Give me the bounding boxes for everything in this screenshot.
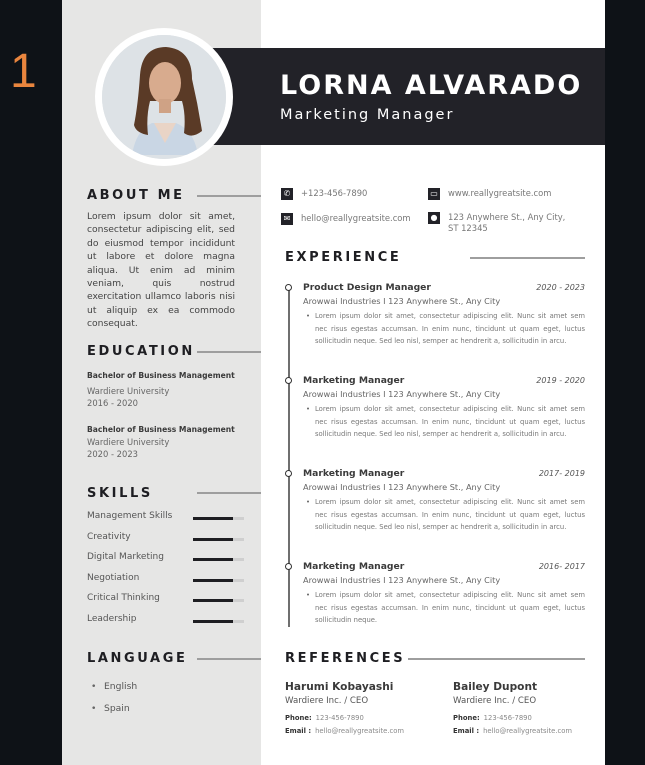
- page-number: 1: [10, 45, 37, 98]
- education-divider: [197, 351, 261, 353]
- skill-bar-fill: [193, 558, 233, 561]
- reference-phone: Phone: 123-456-7890: [453, 714, 532, 722]
- timeline-dot: [285, 563, 292, 570]
- experience-title: EXPERIENCE: [285, 250, 402, 265]
- skill-bar: [193, 620, 244, 623]
- job-description: • Lorem ipsum dolor sit amet, consectetur adipiscing elit. Nunc sit amet sem nec risus egestas accumsan. In enim nunc, tincidunt ut quam eget, luctus sollicitudin neque.: [315, 589, 585, 627]
- skill-bar: [193, 517, 244, 520]
- job-dates: 2019 - 2020: [536, 376, 585, 385]
- job-description: • Lorem ipsum dolor sit amet, consectetur adipiscing elit. Nunc sit amet sem nec risus egestas accumsan. In enim nunc, tincidunt ut quam eget, luctus sollicitudin neque. Sed leo nisl, semper ac hendrerit a, sollicitudin in arcu.: [315, 496, 585, 534]
- language-item: • English: [92, 681, 137, 692]
- skills-title: SKILLS: [87, 486, 153, 501]
- experience-divider: [470, 257, 585, 259]
- skill-bar-fill: [193, 620, 233, 623]
- skill-row: [87, 532, 247, 546]
- skill-row: [87, 593, 247, 607]
- about-divider: [197, 195, 261, 197]
- education-years: 2020 - 2023: [87, 449, 138, 459]
- skill-bar-fill: [193, 599, 233, 602]
- phone-icon: ✆: [281, 188, 293, 200]
- timeline-dot: [285, 284, 292, 291]
- skill-bar: [193, 558, 244, 561]
- avatar-frame: [95, 28, 233, 166]
- job-company: Arowwai Industries I 123 Anywhere St., Any City: [303, 482, 501, 492]
- location-pin-icon: ●: [428, 212, 440, 224]
- skill-row: [87, 552, 247, 566]
- about-title: ABOUT ME: [87, 188, 185, 203]
- skill-label: Creativity: [87, 532, 131, 542]
- skill-bar-fill: [193, 579, 233, 582]
- job-dates: 2020 - 2023: [536, 283, 585, 292]
- reference-email[interactable]: Email : hello@reallygreatsite.com: [285, 727, 404, 735]
- profile-photo-icon: [102, 35, 226, 159]
- job-company: Arowwai Industries I 123 Anywhere St., Any City: [303, 575, 501, 585]
- skill-label: Critical Thinking: [87, 593, 160, 603]
- timeline-dot: [285, 377, 292, 384]
- skill-bar: [193, 599, 244, 602]
- references-title: REFERENCES: [285, 651, 406, 666]
- experience-timeline: [288, 287, 290, 627]
- job-title: Marketing Manager: [303, 375, 405, 386]
- mail-icon: ✉: [281, 213, 293, 225]
- job-company: Arowwai Industries I 123 Anywhere St., Any City: [303, 389, 501, 399]
- education-degree: Bachelor of Business Management: [87, 425, 235, 434]
- job-title: Product Design Manager: [303, 282, 431, 293]
- education-years: 2016 - 2020: [87, 398, 138, 408]
- job-title: Marketing Manager: [303, 561, 405, 572]
- skill-bar-fill: [193, 517, 233, 520]
- candidate-role: Marketing Manager: [280, 107, 455, 123]
- references-divider: [408, 658, 585, 660]
- education-title: EDUCATION: [87, 344, 195, 359]
- skill-row: [87, 614, 247, 628]
- language-divider: [197, 658, 261, 660]
- job-dates: 2017- 2019: [538, 469, 585, 478]
- skill-label: Digital Marketing: [87, 552, 164, 562]
- education-school: Wardiere University: [87, 386, 170, 396]
- resume-page: LORNA ALVARADO Marketing Manager ABOUT ME Lorem ipsum dolor sit amet, consectetur adipiscing elit, sed do eiusmod tempor incididunt ut labore et dolore magna aliqua. Ut enim ad minim veniam, quis nostrud exercitation ullamco laboris nisi ut aliquip ex ea commodo consequat. EDUCATION Bachelor of Business Management Wardiere University 2016 - 2020 Bachelor of Business Management Wardiere University 2020 - 2023 SKILLS Management Skills Creativity Digital Marketing Negotiation Critical Thinking Leadership LANGUAGE • English • Spain ✆ +123-456-7890 ✉ hello@reallygreatsite.com ▭ www.reallygreatsite.com ● 123 Anywhere St., Any City, ST 12345 EXPERIENCE Product Design Manager 2020 - 2023 Arowwai Industries I 123 Anywhere St., Any City • Lorem ipsum dolor sit amet, consectetur adipiscing elit. Nunc sit amet sem nec risus egestas accumsan. In enim nunc, tincidunt ut quam eget, luctus sollicitudin neque. Sed leo nisl, semper ac hendrerit a, sollicitudin in arcu. Marketing Manager 2019 - 2020 Arowwai Industries I 123 Anywhere St., Any City • Lorem ipsum dolor sit amet, consectetur adipiscing elit. Nunc sit amet sem nec risus egestas accumsan. In enim nunc, tincidunt ut quam eget, luctus sollicitudin neque. Sed leo nisl, semper ac hendrerit a, sollicitudin in arcu. Marketing Manager 2017- 2019 Arowwai Industries I 123 Anywhere St., Any City • Lorem ipsum dolor sit amet, consectetur adipiscing elit. Nunc sit amet sem nec risus egestas accumsan. In enim nunc, tincidunt ut quam eget, luctus sollicitudin neque. Sed leo nisl, semper ac hendrerit a, sollicitudin in arcu. Marketing Manager 2016- 2017 Arowwai Industries I 123 Anywhere St., Any City • Lorem ipsum dolor sit amet, consectetur adipiscing elit. Nunc sit amet sem nec risus egestas accumsan. In enim nunc, tincidunt ut quam eget, luctus sollicitudin neque. REFERENCES Harumi Kobayashi Wardiere Inc. / CEO Phone: 123-456-7890 Email : hello@reallygreatsite.com Bailey Dupont Wardiere Inc. / CEO Phone: 123-456-7890 Email : hello@reallygreatsite.com: [62, 0, 605, 765]
- monitor-icon: ▭: [428, 188, 440, 200]
- language-title: LANGUAGE: [87, 651, 188, 666]
- job-description: • Lorem ipsum dolor sit amet, consectetur adipiscing elit. Nunc sit amet sem nec risus egestas accumsan. In enim nunc, tincidunt ut quam eget, luctus sollicitudin neque. Sed leo nisl, semper ac hendrerit a, sollicitudin in arcu.: [315, 310, 585, 348]
- reference-company: Wardiere Inc. / CEO: [453, 696, 537, 706]
- skill-label: Management Skills: [87, 511, 173, 521]
- skill-bar-fill: [193, 538, 233, 541]
- about-text: Lorem ipsum dolor sit amet, consectetur adipiscing elit, sed do eiusmod tempor incididunt ut labore et dolore magna aliqua. Ut enim ad minim veniam, quis nostrud exercitation ullamco laboris nisi ut aliquip ex ea commodo consequat.: [87, 211, 235, 330]
- education-degree: Bachelor of Business Management: [87, 371, 235, 380]
- skills-divider: [197, 492, 261, 494]
- reference-email[interactable]: Email : hello@reallygreatsite.com: [453, 727, 572, 735]
- reference-name: Harumi Kobayashi: [285, 681, 394, 693]
- reference-name: Bailey Dupont: [453, 681, 538, 693]
- reference-company: Wardiere Inc. / CEO: [285, 696, 369, 706]
- skill-row: [87, 511, 247, 525]
- skill-label: Leadership: [87, 614, 137, 624]
- reference-phone: Phone: 123-456-7890: [285, 714, 364, 722]
- job-company: Arowwai Industries I 123 Anywhere St., Any City: [303, 296, 501, 306]
- timeline-dot: [285, 470, 292, 477]
- skill-row: [87, 573, 247, 587]
- job-title: Marketing Manager: [303, 468, 405, 479]
- avatar: [102, 35, 226, 159]
- candidate-name: LORNA ALVARADO: [280, 70, 583, 101]
- education-school: Wardiere University: [87, 437, 170, 447]
- skill-label: Negotiation: [87, 573, 140, 583]
- skill-bar: [193, 579, 244, 582]
- job-dates: 2016- 2017: [538, 562, 585, 571]
- job-description: • Lorem ipsum dolor sit amet, consectetur adipiscing elit. Nunc sit amet sem nec risus egestas accumsan. In enim nunc, tincidunt ut quam eget, luctus sollicitudin neque. Sed leo nisl, semper ac hendrerit a, sollicitudin in arcu.: [315, 403, 585, 441]
- language-item: • Spain: [92, 703, 130, 714]
- skill-bar: [193, 538, 244, 541]
